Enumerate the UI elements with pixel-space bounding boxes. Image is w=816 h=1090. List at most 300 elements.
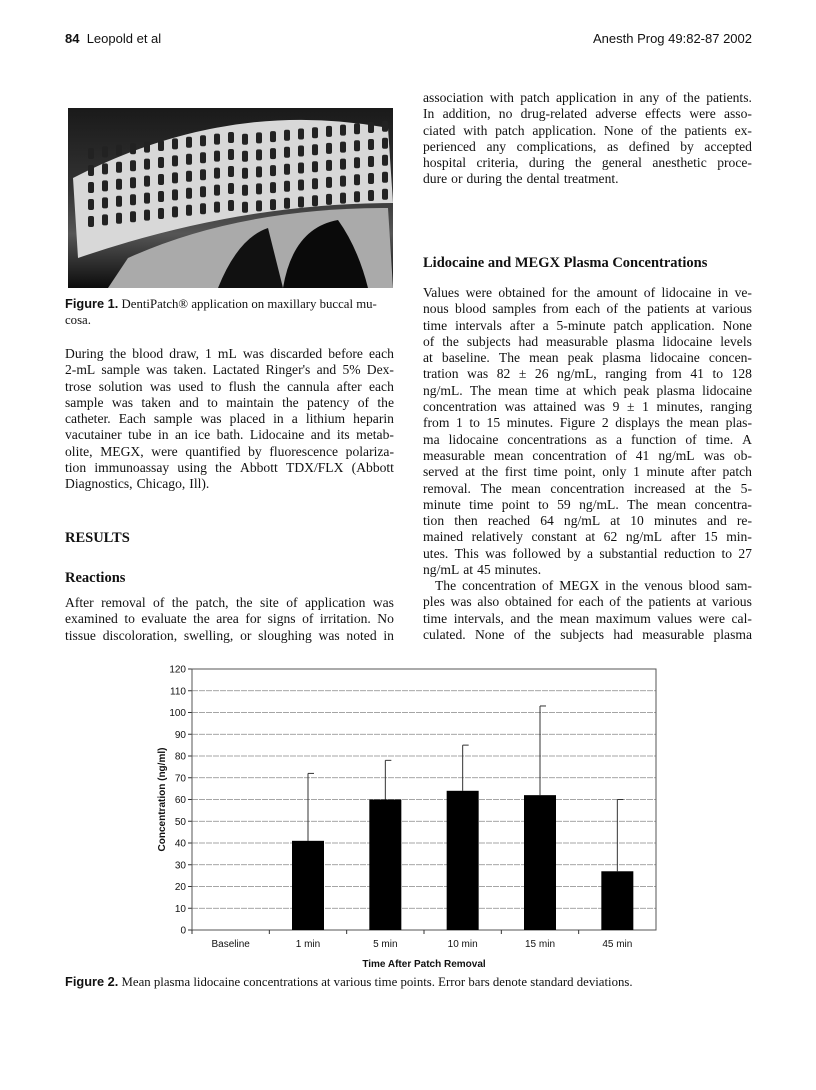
- word: any: [486, 138, 507, 154]
- word: area: [216, 611, 239, 627]
- y-tick-label: 40: [174, 838, 186, 850]
- word: of: [541, 578, 554, 593]
- figure2-caption: Figure 2. Mean plasma lidocaine concentrations at various time points. Error bars denote standard deviations.: [65, 974, 633, 989]
- figure1-caption: Figure 1. DentiPatch® application on maxillary buccal mu- cosa.: [65, 296, 377, 327]
- word: used: [178, 378, 204, 394]
- word: minutes.: [506, 415, 554, 431]
- text-line: [423, 285, 752, 301]
- word: treatment.: [563, 171, 619, 187]
- word: sloughing: [258, 627, 312, 643]
- word: of: [665, 90, 677, 105]
- word: peak: [567, 350, 594, 366]
- word: at: [694, 480, 705, 496]
- bar: [292, 841, 324, 930]
- word: tube: [128, 427, 152, 443]
- word: Lactated: [212, 362, 260, 378]
- word: the: [193, 611, 210, 627]
- word: association: [423, 90, 484, 105]
- word: time: [533, 464, 558, 480]
- journal-citation: Anesth Prog 49:82-87 2002: [592, 31, 752, 46]
- word: metab-: [356, 427, 394, 443]
- word: 5%: [342, 362, 361, 378]
- word: plasma: [713, 626, 752, 642]
- word: 128: [731, 366, 752, 382]
- word: mean: [493, 447, 524, 463]
- word: ranging: [605, 366, 647, 382]
- word: point: [501, 496, 530, 512]
- word: a: [542, 317, 549, 333]
- text-line: [423, 497, 752, 513]
- word: the: [666, 415, 683, 431]
- text-line: [65, 628, 394, 644]
- word: site: [259, 595, 279, 610]
- word: for: [557, 594, 574, 610]
- word: dure: [423, 171, 448, 187]
- word: 1: [205, 346, 212, 361]
- x-tick-label: Baseline: [211, 939, 250, 950]
- word: defined: [628, 138, 670, 154]
- word: tion: [65, 460, 87, 476]
- word: samples: [492, 301, 537, 317]
- text-line: [423, 318, 752, 334]
- section-heading: Lidocaine and MEGX Plasma Concentrations: [423, 255, 708, 271]
- word: ng/mL.: [423, 382, 463, 398]
- word: minute: [423, 496, 461, 512]
- word: blood: [132, 346, 164, 361]
- word: each: [578, 594, 604, 610]
- word: a: [615, 431, 623, 447]
- word: cal-: [731, 610, 752, 626]
- text-line: [65, 611, 394, 627]
- word: discoloration,: [102, 627, 178, 643]
- word: patients: [647, 301, 690, 317]
- word: and: [310, 427, 331, 443]
- word: were: [698, 610, 725, 626]
- word: as: [606, 138, 619, 154]
- word: Each: [118, 411, 146, 427]
- word: the: [442, 333, 459, 349]
- word: the: [481, 464, 499, 480]
- word: at: [423, 350, 433, 366]
- word: values: [657, 610, 693, 626]
- word: Lidocaine: [249, 427, 305, 443]
- word: lidocaine: [702, 382, 752, 398]
- word: mean: [559, 610, 590, 626]
- word: after: [670, 529, 696, 545]
- word: taken: [141, 394, 171, 410]
- word: 10: [630, 513, 644, 529]
- text-line: [65, 362, 394, 378]
- word: Chicago,: [136, 476, 186, 492]
- word: This: [454, 545, 479, 561]
- word: patch: [613, 317, 643, 333]
- word: mean: [689, 415, 719, 431]
- word: to: [721, 545, 733, 561]
- word: intervals,: [453, 610, 504, 626]
- word: measurable: [642, 626, 705, 642]
- word: in: [383, 627, 394, 643]
- text-line: [423, 448, 752, 464]
- word: from: [655, 366, 682, 382]
- word: after: [690, 464, 716, 480]
- word: any: [639, 90, 660, 105]
- text-line: [65, 411, 394, 427]
- word: first: [504, 464, 527, 480]
- word: patients.: [706, 90, 752, 105]
- word: ranging: [710, 399, 752, 415]
- word: lithium: [305, 411, 346, 427]
- word: effects: [645, 106, 682, 122]
- word: 1: [633, 464, 640, 480]
- text-line: [65, 346, 394, 362]
- word: quantified: [185, 443, 241, 459]
- word: catheter.: [65, 411, 111, 427]
- y-tick-label: 60: [174, 795, 186, 806]
- word: patch: [495, 122, 525, 138]
- word: ±: [627, 399, 635, 415]
- word: heparin: [353, 411, 394, 427]
- word: was: [372, 595, 394, 610]
- word: mL: [217, 346, 237, 361]
- word: minutes.: [494, 562, 542, 578]
- word: 5-: [740, 480, 752, 496]
- word: concen-: [708, 350, 752, 366]
- word: was: [242, 346, 265, 361]
- word: mean: [498, 382, 528, 398]
- word: plasma: [602, 350, 641, 366]
- text-line: [423, 139, 752, 155]
- x-tick-label: 45 min: [602, 939, 633, 950]
- word: during: [528, 155, 565, 171]
- word: vacutainer: [65, 427, 122, 443]
- dental-patch-image: [68, 108, 393, 288]
- text-line: [423, 350, 752, 366]
- word: to: [210, 378, 222, 394]
- bar: [524, 795, 556, 930]
- word: ±: [518, 366, 527, 382]
- word: the: [574, 155, 592, 171]
- word: min-: [726, 529, 752, 545]
- word: reduction: [663, 545, 716, 561]
- word: perienced: [423, 138, 476, 154]
- word: an: [175, 427, 188, 443]
- text-line: [423, 415, 752, 431]
- word: at: [585, 529, 596, 545]
- word: were: [465, 285, 493, 300]
- text-line: [423, 171, 752, 187]
- word: to: [712, 366, 724, 382]
- word: cannula: [287, 378, 330, 394]
- word: was: [583, 399, 606, 415]
- text-line: [423, 155, 752, 171]
- word: a: [291, 411, 298, 427]
- word: the: [621, 578, 639, 593]
- word: taken.: [173, 362, 207, 378]
- text-line: [423, 399, 752, 415]
- word: constant: [531, 529, 577, 545]
- word: amount: [596, 285, 638, 300]
- word: ma: [423, 431, 440, 447]
- x-tick-label: 15 min: [524, 939, 556, 950]
- authors: Leopold et al: [86, 31, 162, 46]
- word: TDX/FLX: [286, 460, 344, 476]
- word: patch: [722, 464, 752, 480]
- word: time: [423, 317, 448, 333]
- word: swelling,: [183, 627, 234, 643]
- word: complications,: [516, 138, 597, 154]
- word: with: [463, 122, 488, 138]
- text-line: [423, 529, 752, 545]
- word: plasma: [656, 382, 695, 398]
- word: concentration: [550, 480, 625, 496]
- word: tration: [423, 366, 459, 382]
- word: served: [423, 464, 459, 480]
- word: evaluate: [141, 611, 187, 627]
- word: mean: [529, 350, 559, 366]
- word: 64: [540, 513, 554, 529]
- word: to: [469, 415, 480, 431]
- word: hospital: [423, 155, 467, 171]
- word: 15: [704, 529, 718, 545]
- text-line: [65, 379, 394, 395]
- word: from: [423, 415, 450, 431]
- word: attained: [533, 399, 577, 415]
- word: at: [463, 562, 474, 578]
- word: bath.: [216, 427, 244, 443]
- word: the: [536, 610, 554, 626]
- word: tissue: [65, 627, 96, 643]
- word: olite,: [65, 443, 93, 459]
- word: at: [465, 464, 475, 480]
- word: In: [423, 106, 435, 122]
- word: lidocaine: [448, 431, 499, 447]
- x-axis-label: Time After Patch Removal: [362, 959, 486, 970]
- word: ng/mL.: [579, 496, 619, 512]
- text-line: [423, 513, 752, 529]
- word: lidocaine: [661, 285, 712, 300]
- word: 41: [690, 366, 704, 382]
- y-tick-label: 70: [174, 773, 186, 785]
- word: for: [245, 611, 262, 627]
- y-tick-label: 0: [180, 925, 186, 937]
- word: patients: [648, 594, 691, 610]
- word: discarded: [270, 346, 323, 361]
- word: patch: [520, 90, 550, 105]
- word: Ill).: [189, 476, 210, 492]
- y-axis-label: Concentration (ng/ml): [157, 747, 168, 852]
- word: sam-: [725, 578, 752, 593]
- word: time.: [705, 431, 734, 447]
- word: application: [304, 595, 366, 610]
- text-line: [423, 366, 752, 382]
- word: asso-: [723, 106, 752, 122]
- word: each: [369, 346, 394, 361]
- word: baseline.: [441, 350, 490, 366]
- word: followed: [512, 545, 561, 561]
- word: and: [707, 513, 727, 529]
- word: 1: [642, 399, 649, 415]
- text-line: [423, 481, 752, 497]
- word: the: [573, 285, 591, 300]
- word: in: [717, 285, 729, 300]
- word: maintain: [226, 394, 274, 410]
- word: 15: [486, 415, 501, 431]
- word: the: [282, 394, 299, 410]
- word: MEGX: [559, 578, 600, 593]
- bar: [369, 800, 401, 931]
- word: of: [153, 595, 165, 610]
- word: The: [469, 382, 491, 398]
- word: using: [177, 460, 207, 476]
- word: of: [357, 394, 370, 410]
- word: point,: [564, 464, 596, 480]
- text-line: [423, 562, 752, 578]
- word: ciated: [423, 122, 456, 138]
- word: flush: [228, 378, 256, 394]
- word: patch,: [195, 595, 229, 610]
- text-line: [423, 611, 752, 627]
- word: irritation.: [319, 611, 371, 627]
- word: removal.: [423, 480, 471, 496]
- word: sample: [153, 411, 193, 427]
- word: to: [124, 611, 135, 627]
- y-tick-label: 100: [169, 708, 186, 719]
- word: polariza-: [345, 443, 394, 459]
- word: A: [742, 431, 752, 447]
- text-line: [423, 464, 752, 480]
- word: ve-: [734, 285, 752, 300]
- word: The: [627, 496, 649, 512]
- figure2-bar-chart: [150, 660, 670, 980]
- word: dental: [526, 171, 560, 187]
- word: The: [480, 480, 502, 496]
- word: the: [171, 595, 189, 610]
- word: plas-: [725, 415, 752, 431]
- word: time: [469, 496, 494, 512]
- word: plasma: [615, 333, 655, 349]
- word: 2: [601, 415, 609, 431]
- word: was: [467, 366, 489, 382]
- word: signs: [267, 611, 296, 627]
- text-line: [65, 595, 394, 611]
- word: adverse: [595, 106, 637, 122]
- word: addition,: [442, 106, 491, 122]
- word: or: [451, 171, 463, 187]
- word: tion: [423, 513, 445, 529]
- word: application.: [532, 122, 597, 138]
- word: for: [551, 285, 568, 300]
- word: ng/mL: [658, 447, 695, 463]
- word: ples: [423, 594, 445, 610]
- text-line: [65, 460, 394, 476]
- word: also: [477, 594, 500, 610]
- word: ice: [194, 427, 211, 443]
- word: During: [65, 346, 104, 361]
- word: by: [680, 138, 694, 154]
- word: subjects: [560, 626, 605, 642]
- word: 62: [603, 529, 618, 545]
- left-paragraph-2: [65, 595, 394, 644]
- word: obtained: [504, 594, 552, 610]
- word: concentration: [462, 578, 537, 593]
- figure1-photo: [68, 108, 393, 288]
- word: in: [605, 578, 616, 593]
- text-line: [423, 90, 752, 106]
- text-line: [423, 334, 752, 350]
- word: 27: [738, 545, 752, 561]
- word: mean: [656, 496, 687, 512]
- word: of: [302, 611, 314, 627]
- word: Abbott: [240, 460, 278, 476]
- y-tick-label: 10: [174, 903, 186, 915]
- word: drug-related: [520, 106, 588, 122]
- word: ob-: [733, 447, 752, 463]
- word: None: [603, 122, 634, 138]
- word: immunoassay: [94, 460, 170, 476]
- word: fluorescence: [269, 443, 339, 459]
- word: then: [454, 513, 478, 529]
- word: was: [504, 399, 526, 415]
- word: after: [509, 317, 535, 333]
- word: solution: [98, 378, 143, 394]
- text-line: [423, 546, 752, 562]
- word: 41: [635, 447, 650, 463]
- word: of: [513, 626, 526, 642]
- word: in: [273, 411, 284, 427]
- word: Diagnostics,: [65, 476, 133, 492]
- word: sample: [101, 362, 140, 378]
- word: sample: [65, 394, 104, 410]
- word: function: [631, 431, 677, 447]
- word: at: [566, 382, 576, 398]
- word: was: [485, 545, 507, 561]
- word: a: [587, 545, 594, 561]
- left-paragraph-1: [65, 346, 394, 493]
- word: only: [602, 464, 627, 480]
- word: displays: [615, 415, 660, 431]
- word: with: [489, 90, 514, 105]
- word: of: [641, 122, 653, 138]
- word: 1: [456, 415, 463, 431]
- word: the: [683, 90, 700, 105]
- word: or: [240, 627, 252, 643]
- word: blood: [455, 301, 486, 317]
- word: accepted: [704, 138, 752, 154]
- word: reached: [487, 513, 531, 529]
- word: the: [215, 460, 232, 476]
- right-paragraph-1: [423, 90, 752, 188]
- word: during: [466, 171, 502, 187]
- word: relatively: [471, 529, 523, 545]
- right-paragraph-3: [423, 578, 752, 643]
- word: of: [286, 595, 298, 610]
- word: in: [157, 427, 169, 443]
- word: the: [109, 346, 127, 361]
- word: to: [207, 394, 218, 410]
- word: after: [336, 378, 362, 394]
- word: 82: [496, 366, 511, 382]
- text-line: [423, 301, 752, 317]
- x-tick-label: 10 min: [447, 939, 478, 950]
- word: the: [377, 394, 394, 410]
- word: application.: [650, 317, 715, 333]
- word: each: [575, 301, 601, 317]
- word: trose: [65, 378, 92, 394]
- text-line: [65, 476, 394, 492]
- word: and: [510, 610, 531, 626]
- word: was: [318, 627, 340, 643]
- word: measurable: [546, 333, 609, 349]
